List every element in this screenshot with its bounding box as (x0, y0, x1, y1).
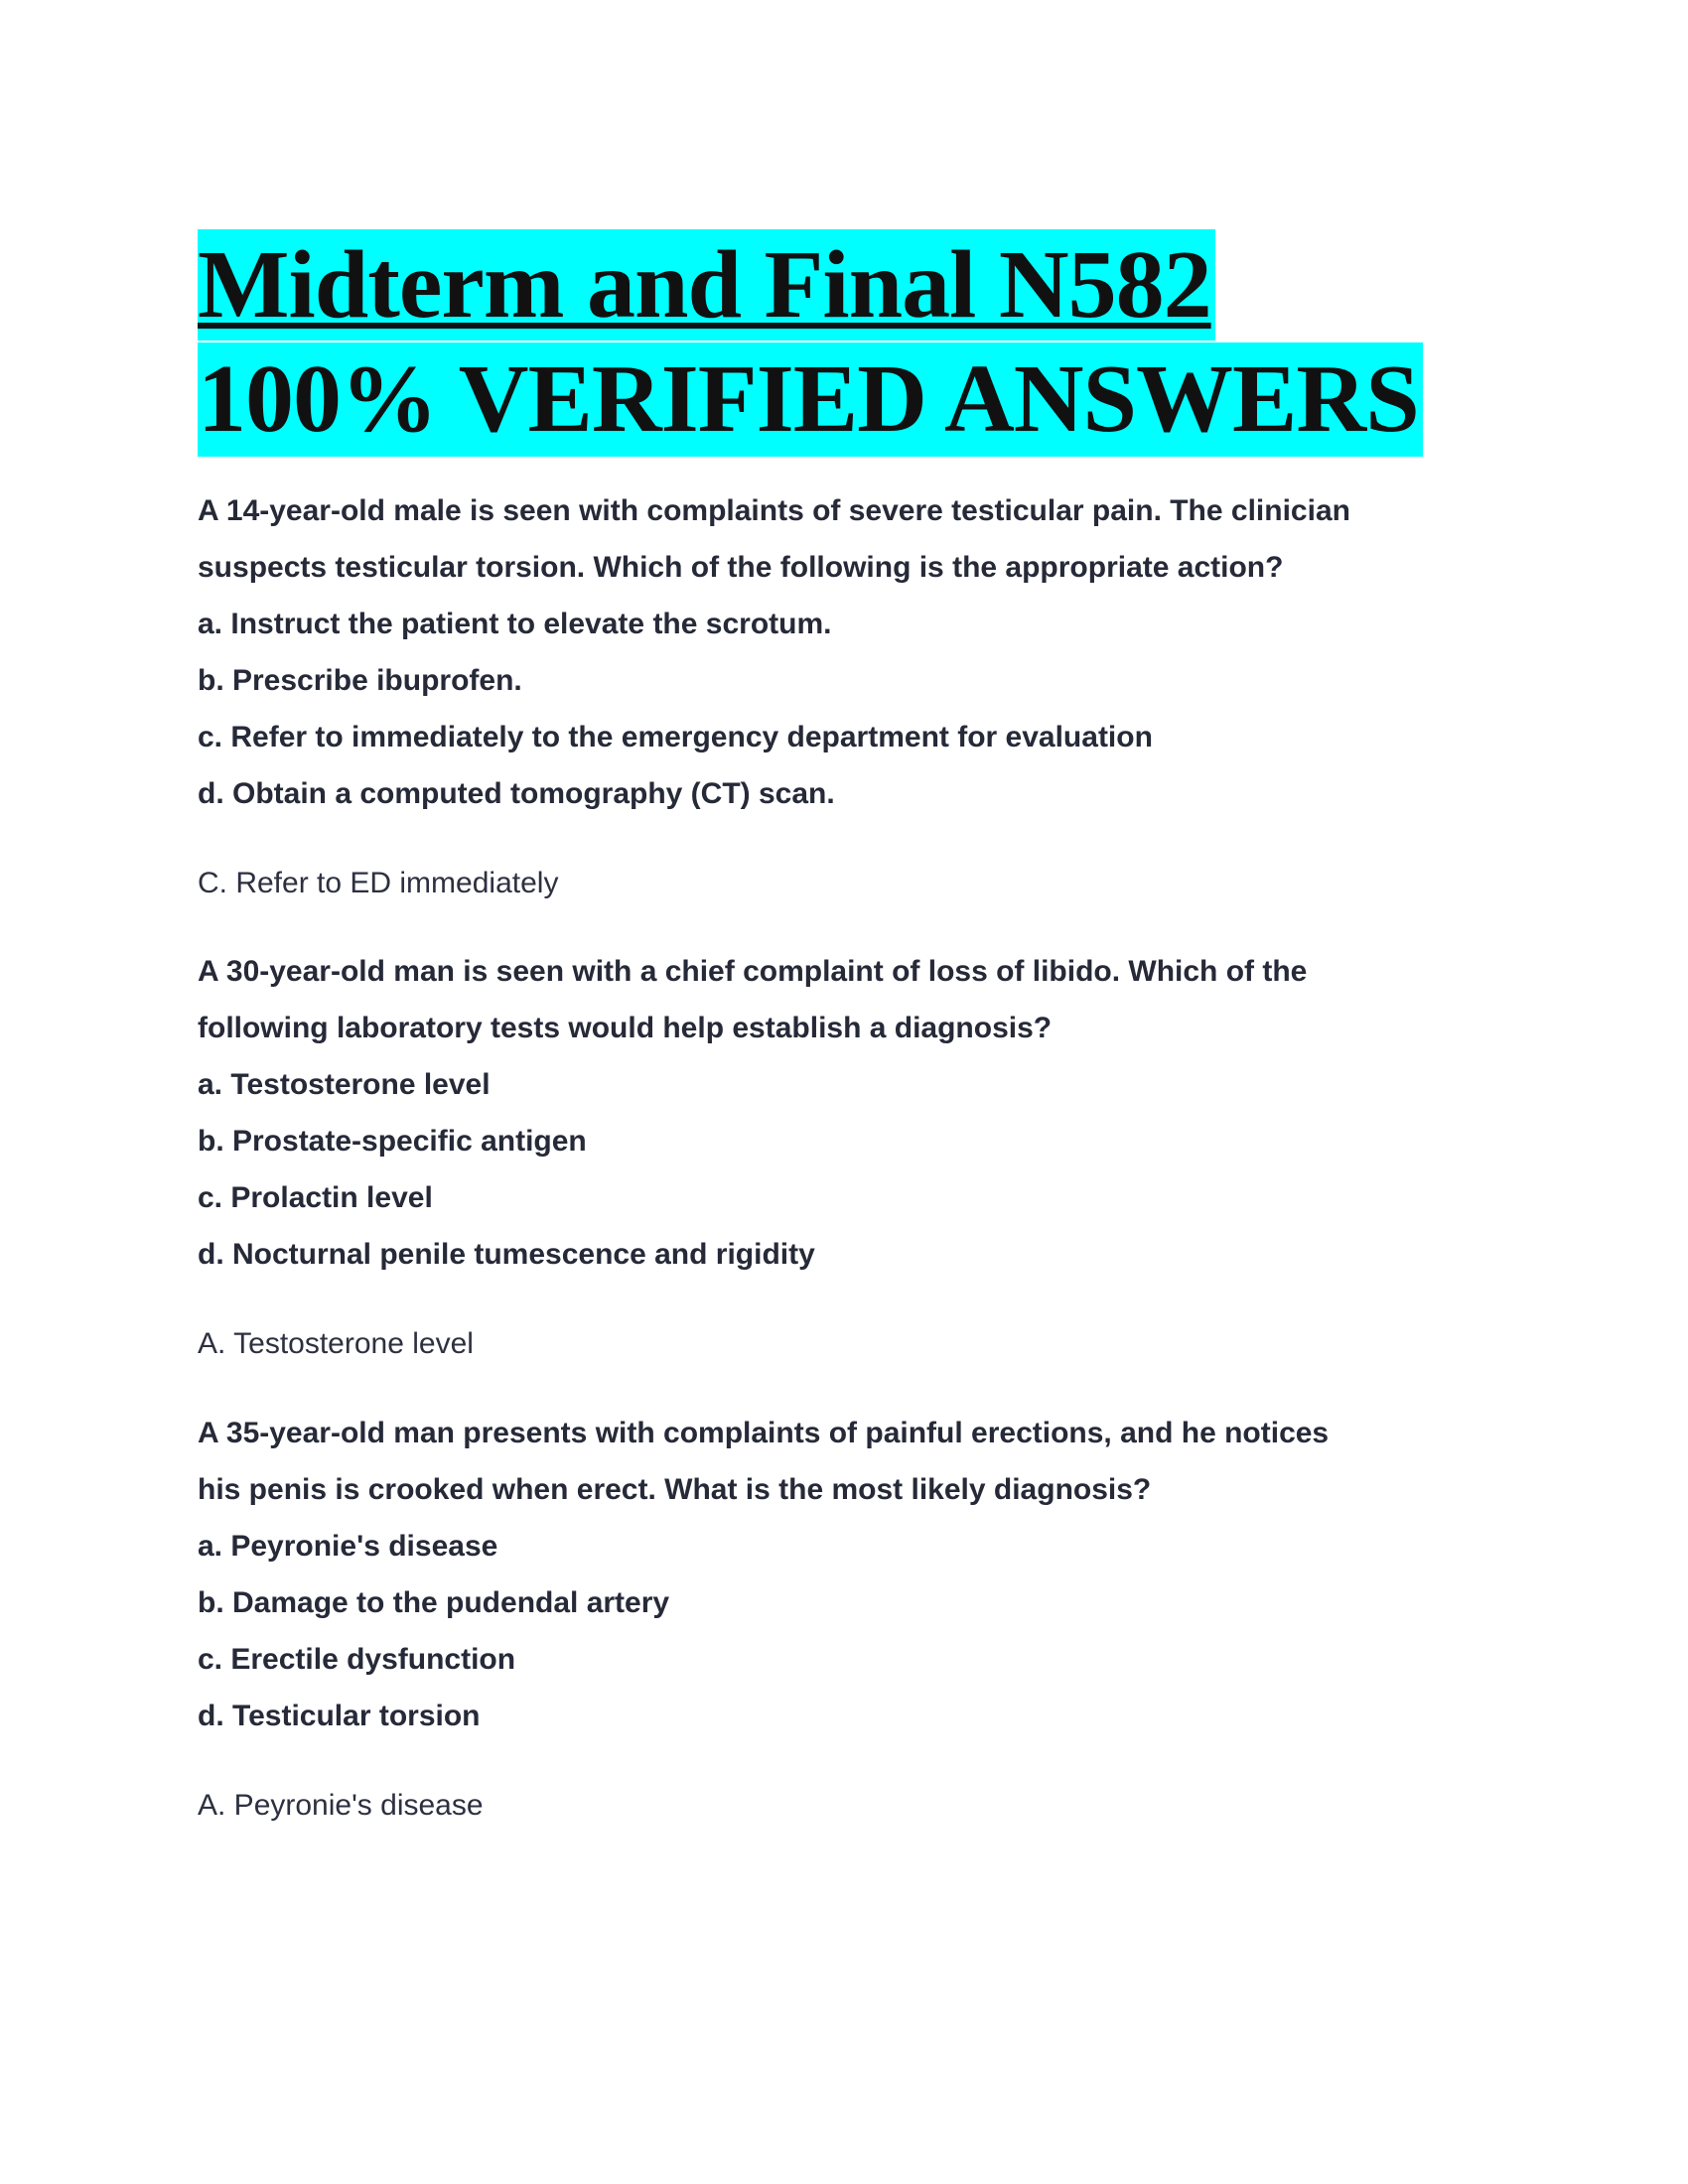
option: b. Prescribe ibuprofen. (198, 664, 522, 697)
option: a. Peyronie's disease (198, 1530, 498, 1563)
option: c. Refer to immediately to the emergency department for evaluation (198, 721, 1153, 753)
question-stem: suspects testicular torsion. Which of the following is the appropriate action? (198, 551, 1284, 584)
question-stem: A 30-year-old man is seen with a chief complaint of loss of libido. Which of the (198, 955, 1308, 988)
option: c. Prolactin level (198, 1181, 433, 1214)
question-stem: his penis is crooked when erect. What is the most likely diagnosis? (198, 1473, 1152, 1506)
question-2 (198, 943, 1508, 1283)
option: b. Prostate-specific antigen (198, 1125, 587, 1158)
question-stem: A 35-year-old man presents with complaints of painful erections, and he notices (198, 1417, 1330, 1449)
question-stem: following laboratory tests would help establish a diagnosis? (198, 1012, 1053, 1044)
title-text: Midterm and Final N582 (198, 231, 1211, 339)
option: d. Obtain a computed tomography (CT) scan. (198, 777, 835, 810)
answer-1: C. Refer to ED immediately (198, 867, 559, 899)
option: a. Testosterone level (198, 1068, 491, 1101)
answer-2: A. Testosterone level (198, 1327, 474, 1360)
question-3 (198, 1405, 1508, 1744)
option: d. Nocturnal penile tumescence and rigidity (198, 1238, 815, 1271)
option: c. Erectile dysfunction (198, 1643, 516, 1676)
document-title-line-2: 100% VERIFIED ANSWERS (198, 342, 1423, 457)
option: b. Damage to the pudendal artery (198, 1586, 670, 1619)
option: a. Instruct the patient to elevate the scrotum. (198, 608, 832, 640)
question-1 (198, 482, 1508, 822)
option: d. Testicular torsion (198, 1700, 481, 1732)
question-stem: A 14-year-old male is seen with complaints of severe testicular pain. The clinician (198, 494, 1350, 527)
document-title-line-1 (198, 229, 1215, 341)
answer-3: A. Peyronie's disease (198, 1789, 484, 1822)
